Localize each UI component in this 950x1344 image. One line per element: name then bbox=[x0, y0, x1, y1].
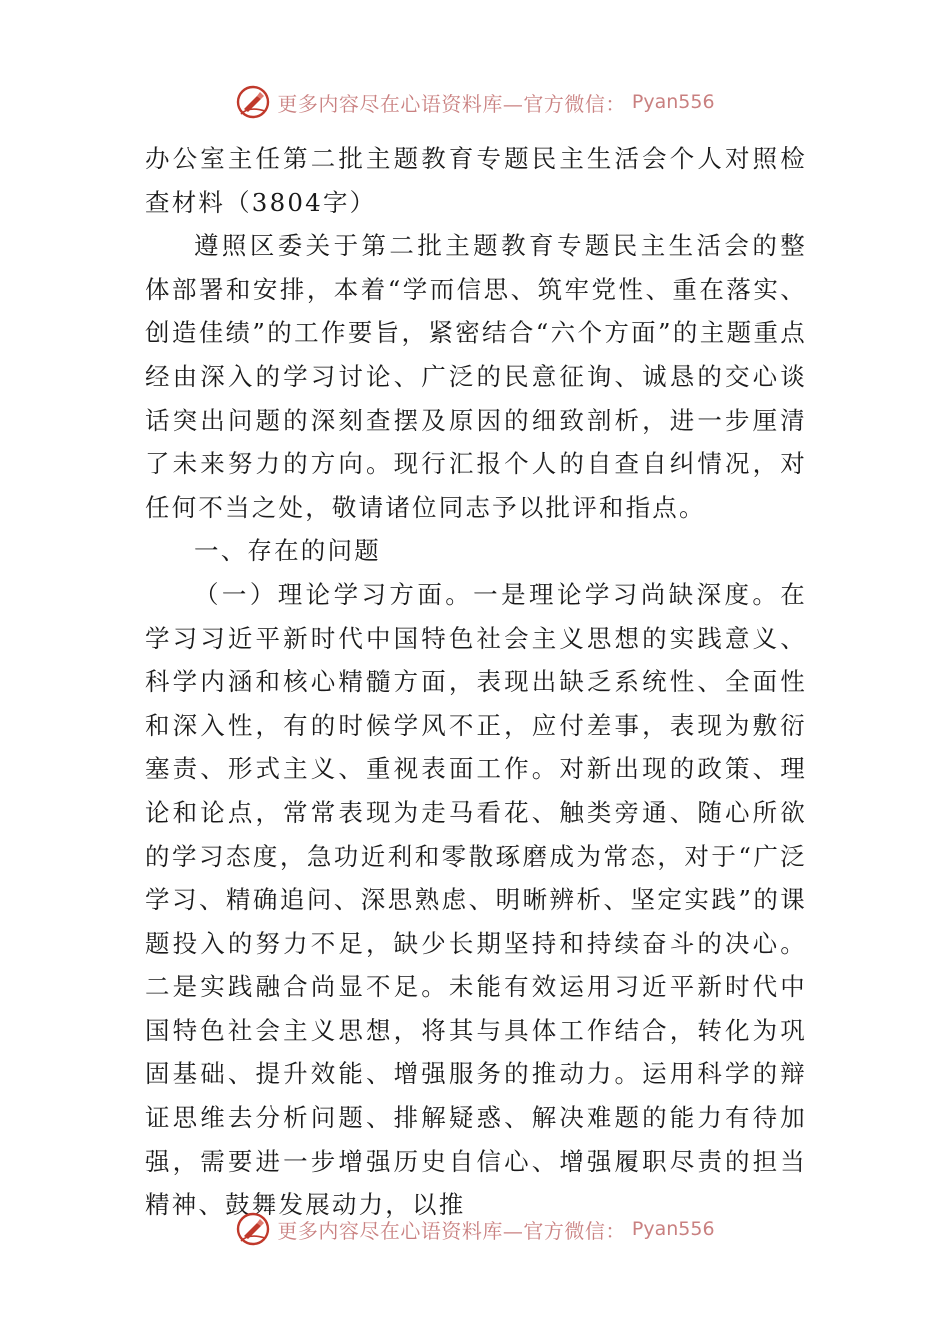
watermark-wechat-id: Pyan556 bbox=[631, 91, 715, 113]
watermark-text: 更多内容尽在心语资料库—官方微信： bbox=[277, 91, 626, 116]
pen-logo-icon bbox=[235, 1211, 271, 1247]
document-body bbox=[145, 137, 807, 1227]
watermark-text: 更多内容尽在心语资料库—官方微信： bbox=[277, 1218, 626, 1243]
intro-paragraph: 遵照区委关于第二批主题教育专题民主生活会的整体部署和安排，本着“学而信思、筑牢党性、重在落实、创造佳绩”的工作要旨，紧密结合“六个方面”的主题重点经由深入的学习讨论、广泛的民意征询、诚恳的交心谈话突出问题的深刻查摆及原因的细致剖析，进一步厘清了未来努力的方向。现行汇报个人的自查自纠情况，对任何不当之处，敬请诸位同志予以批评和指点。 bbox=[145, 231, 807, 522]
footer-watermark bbox=[0, 1209, 950, 1249]
header-watermark bbox=[0, 82, 950, 122]
section-paragraph: （一）理论学习方面。一是理论学习尚缺深度。在学习习近平新时代中国特色社会主义思想的实践意义、科学内涵和核心精髓方面，表现出缺乏系统性、全面性和深入性，有的时候学风不正，应付差事，表现为敷衍塞责、形式主义、重视表面工作。对新出现的政策、理论和论点，常常表现为走马看花、触类旁通、随心所欲的学习态度，急功近利和零散琢磨成为常态，对于“广泛学习、精确追问、深思熟虑、明晰辨析、坚定实践”的课题投入的努力不足，缺少长期坚持和持续奋斗的决心。二是实践融合尚显不足。未能有效运用习近平新时代中国特色社会主义思想，将其与具体工作结合，转化为巩固基础、提升效能、增强服务的推动力。运用科学的辩证思维去分析问题、排解疑惑、解决难题的能力有待加强，需要进一步增强历史自信心、增强履职尽责的担当精神、鼓舞发展动力，以推 bbox=[145, 579, 807, 1220]
section-heading: 一、存在的问题 bbox=[194, 536, 381, 566]
pen-logo-icon bbox=[235, 84, 271, 120]
document-title: 办公室主任第二批主题教育专题民主生活会个人对照检查材料（3804字） bbox=[145, 144, 807, 217]
watermark-wechat-id: Pyan556 bbox=[631, 1218, 715, 1240]
